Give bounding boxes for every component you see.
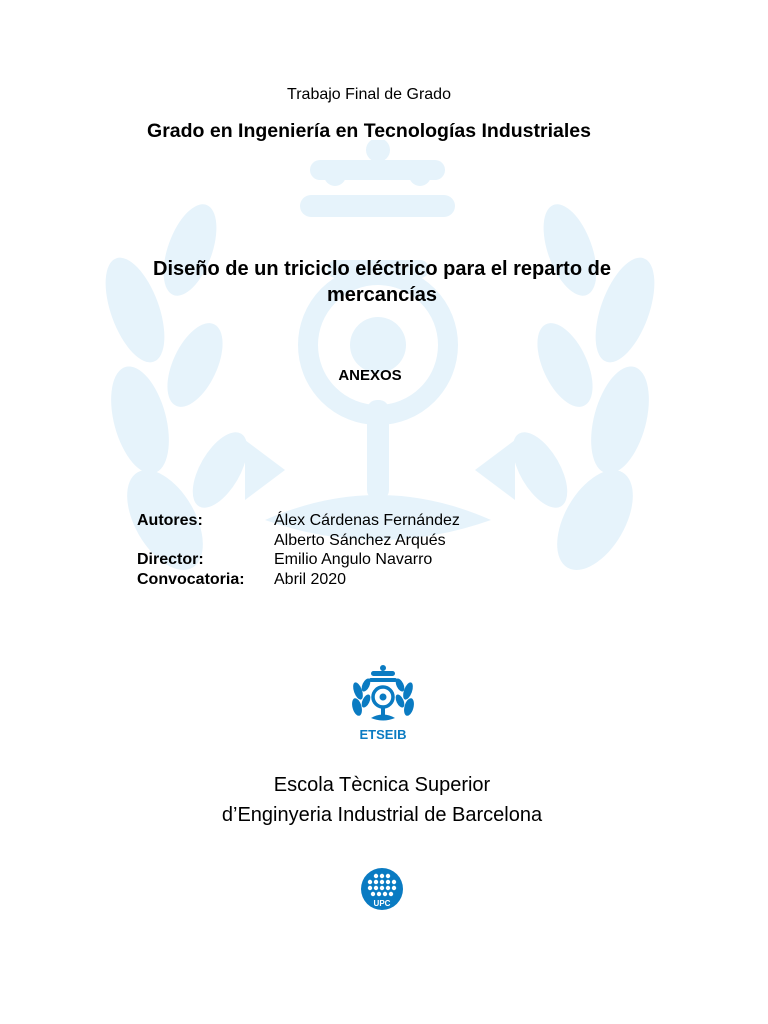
call-value: Abril 2020	[274, 570, 347, 588]
upc-logo-icon	[361, 868, 403, 910]
author-name: Álex Cárdenas Fernández	[274, 512, 460, 529]
degree-title: Grado en Ingeniería en Tecnologías Industriales	[147, 120, 591, 142]
school-name-line: Escola Tècnica Superior	[273, 774, 491, 796]
director-name: Emilio Angulo Navarro	[274, 551, 433, 568]
school-name	[0, 770, 766, 830]
authors-row	[137, 511, 460, 531]
upc-logo-text: UPC	[373, 899, 391, 908]
director-label: Director:	[137, 551, 204, 568]
thesis-title	[0, 256, 766, 308]
etseib-crest-icon	[347, 663, 419, 743]
authors-label: Autores:	[137, 512, 203, 529]
document-type: Trabajo Final de Grado	[287, 86, 451, 103]
etseib-logo-text: ETSEIB	[359, 727, 407, 742]
authors-row	[137, 531, 460, 551]
call-row	[137, 570, 460, 590]
director-row	[137, 550, 460, 570]
thesis-title-line: Diseño de un triciclo eléctrico para el reparto de	[153, 258, 611, 280]
thesis-title-line: mercancías	[326, 284, 438, 306]
thesis-info	[137, 511, 460, 589]
author-name: Alberto Sánchez Arqués	[274, 531, 446, 549]
call-label: Convocatoria:	[137, 570, 245, 588]
section-heading: ANEXOS	[338, 367, 402, 384]
school-name-line: d’Enginyeria Industrial de Barcelona	[221, 804, 543, 826]
